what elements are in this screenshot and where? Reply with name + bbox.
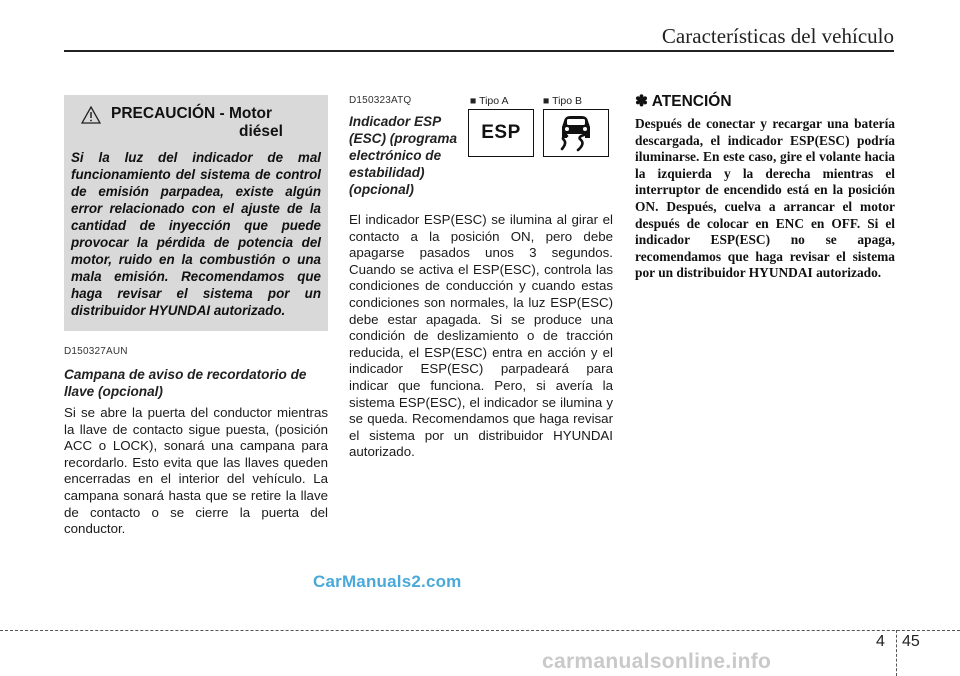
attention-title: ✽ ATENCIÓN (635, 93, 732, 110)
key-reminder-section (64, 346, 328, 538)
footer-divider (896, 630, 897, 676)
section-code: D150323ATQ (349, 95, 412, 106)
esp-indicator-figure (468, 95, 618, 165)
footer-site-watermark: carmanualsonline.info (542, 650, 772, 673)
caution-title-line1: PRECAUCIÓN - Motor (111, 105, 273, 122)
section-code: D150327AUN (64, 346, 128, 357)
section-title: Indicador ESP (ESC) (programa electrónico de estabilidad) (opcional) (349, 114, 458, 197)
caution-title-line2: diésel (239, 123, 283, 140)
section-body: Si se abre la puerta del conductor mientras la llave de contacto sigue puesta, (posición ACC o LOCK), sonará una campana para recordarlo. Esto evita que las llaves queden encerradas en el interior del vehículo. La campana sonará hasta que se retire la llave de contacto o se cierre la puerta del conductor. (64, 405, 328, 537)
caution-text: Si la luz del indicador de mal funcionamiento del sistema de control de emisión parpadea, existe algún error relacionado con el ajuste de la cantidad de inyección que puede provocar la pérdida de potencia del motor, ruido en la combustión o una mala emisión. Recomendamos que haga revisar el sistema por un distribuidor HYUNDAI autorizado. (71, 150, 321, 318)
type-b-label: ■ Tipo B (543, 95, 583, 107)
chapter-number: 4 (876, 633, 885, 650)
type-a-label: ■ Tipo A (470, 95, 509, 107)
attention-text: Después de conectar y recargar una batería descargada, el indicador ESP(ESC) podría iluminarse. En este caso, gire el volante hacia la izquierda y la derecha mientras el interruptor de encendido está en la posición ON. Después, cuelva a arrancar el motor después de colocar en ENC en OFF. Si el indicador ESP(ESC) no se apaga, recomendamos que haga revisar el sistema por un distribuidor HYUNDAI autorizado. (635, 116, 895, 281)
section-title: Campana de aviso de recordatorio de llave (opcional) (64, 367, 307, 399)
header-rule (64, 50, 894, 52)
esp-indicator-text: ESP (481, 122, 521, 143)
esp-indicator-type-b (543, 109, 609, 157)
caution-header (81, 105, 321, 141)
attention-section (635, 93, 895, 282)
skidding-car-icon (554, 113, 598, 153)
page-number: 45 (902, 633, 920, 650)
watermark-link[interactable]: CarManuals2.com (313, 572, 462, 591)
page-header-title: Características del vehículo (661, 24, 894, 48)
warning-triangle-icon (81, 106, 101, 124)
footer-rule (0, 630, 960, 631)
section-body: El indicador ESP(ESC) se ilumina al girar el contacto a la posición ON, pero debe apagarse pasados unos 3 segundos. Cuando se activa el ESP(ESC), controla las condiciones de conducción y cuando estas condiciones son normales, la luz ESP(ESC) debe estar apagada. Si se produce una condición de deslizamiento o de tracción reducida, el ESP(ESC) entra en acción y el indicador ESP(ESC) parpadeará para indicar que funciona. Pero, si avería la sistema ESP(ESC), el indicador se ilumina y se queda. Recomendamos que haga revisar el sistema por un distribuidor HYUNDAI autorizado. (349, 212, 613, 460)
esp-indicator-type-a (468, 109, 534, 157)
caution-box (64, 95, 328, 331)
caution-title (111, 105, 283, 141)
